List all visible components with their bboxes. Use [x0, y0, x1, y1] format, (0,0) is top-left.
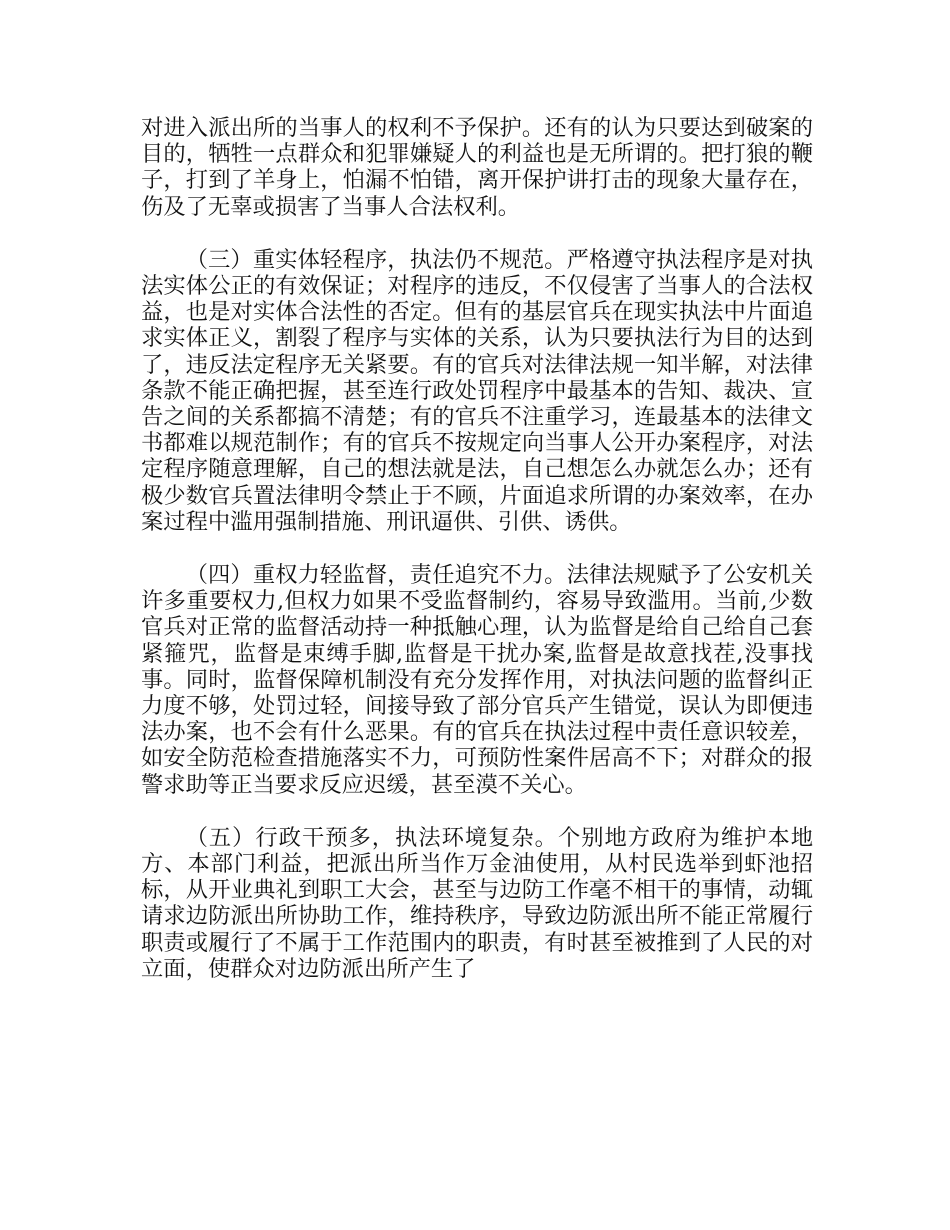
document-page — [141, 115, 813, 1009]
paragraph-section-three: （三）重实体轻程序，执法仍不规范。严格遵守执法程序是对执法实体公正的有效保证；对程序的违反，不仅侵害了当事人的合法权益，也是对实体合法性的否定。但有的基层官兵在现实执法中片面追求实体正义，割裂了程序与实体的关系，认为只要执法行为目的达到了，违反法定程序无关紧要。有的官兵对法律法规一知半解，对法律条款不能正确把握，甚至连行政处罚程序中最基本的告知、裁决、宣告之间的关系都搞不清楚；有的官兵不注重学习，连最基本的法律文书都难以规范制作；有的官兵不按规定向当事人公开办案程序，对法定程序随意理解，自己的想法就是法，自己想怎么办就怎么办；还有极少数官兵置法律明令禁止于不顾，片面追求所谓的办案效率，在办案过程中滥用强制措施、刑讯逼供、引供、诱供。 — [141, 246, 813, 535]
paragraph-continuation: 对进入派出所的当事人的权利不予保护。还有的认为只要达到破案的目的，牺牲一点群众和犯罪嫌疑人的利益也是无所谓的。把打狼的鞭子，打到了羊身上，怕漏不怕错，离开保护讲打击的现象大量存在，伤及了无辜或损害了当事人合法权利。 — [141, 115, 813, 220]
paragraph-section-four: （四）重权力轻监督，责任追究不力。法律法规赋予了公安机关许多重要权力,但权力如果不受监督制约，容易导致滥用。当前,少数官兵对正常的监督活动持一种抵触心理，认为监督是给自己给自己套紧箍咒，监督是束缚手脚,监督是干扰办案,监督是故意找茬,没事找事。同时，监督保障机制没有充分发挥作用，对执法问题的监督纠正力度不够，处罚过轻，间接导致了部分官兵产生错觉，误认为即便违法办案，也不会有什么恶果。有的官兵在执法过程中责任意识较差，如安全防范检查措施落实不力，可预防性案件居高不下；对群众的报警求助等正当要求反应迟缓，甚至漠不关心。 — [141, 562, 813, 798]
paragraph-section-five: （五）行政干预多，执法环境复杂。个别地方政府为维护本地方、本部门利益，把派出所当作万金油使用，从村民选举到虾池招标，从开业典礼到职工大会，甚至与边防工作毫不相干的事情，动辄请求边防派出所协助工作，维持秩序，导致边防派出所不能正常履行职责或履行了不属于工作范围内的职责，有时甚至被推到了人民的对立面，使群众对边防派出所产生了 — [141, 824, 813, 982]
